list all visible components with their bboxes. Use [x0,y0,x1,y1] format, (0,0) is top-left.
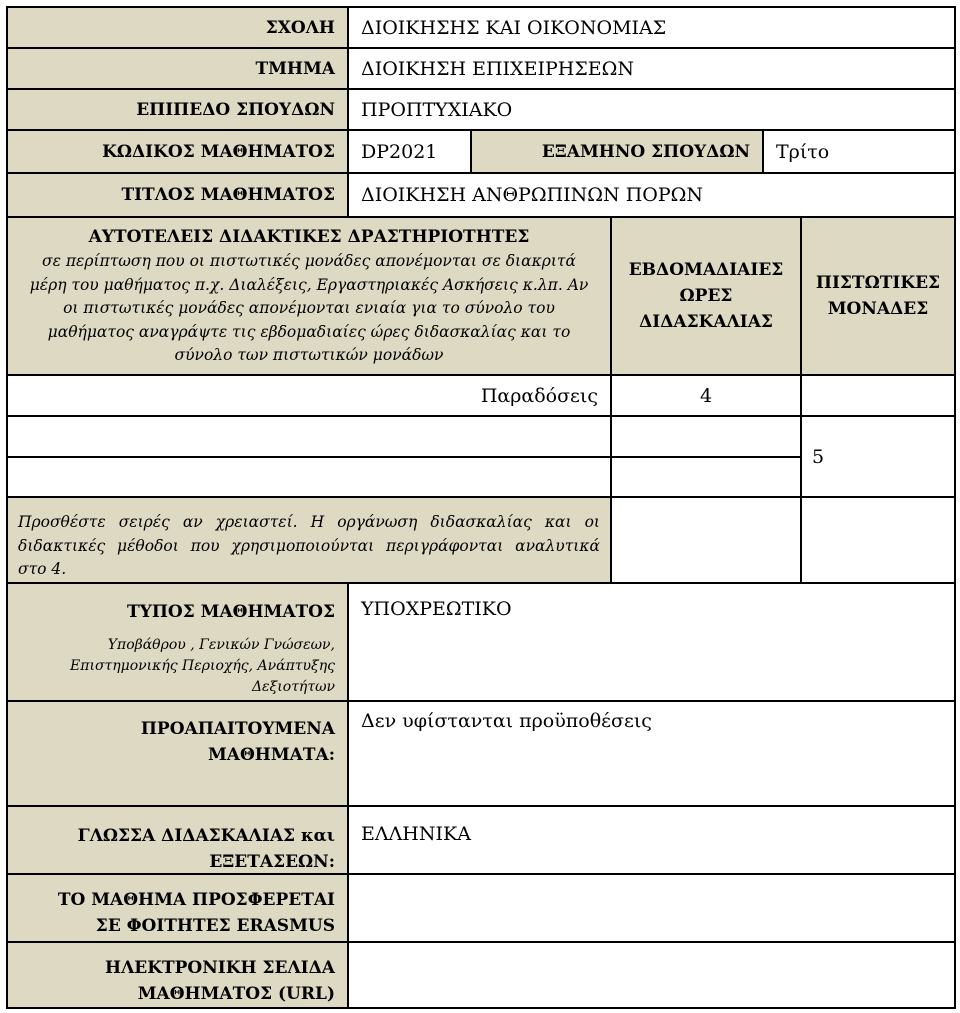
note-hours-cell [610,496,802,584]
credits-header-line-2: ΜΟΝΑΔΕΣ [827,299,929,319]
note-line-2: διδακτικές μέθοδοι που χρησιμοποιούνται περιγράφονται αναλυτικά [18,536,600,555]
semester-value [762,129,956,174]
department-label [6,47,349,90]
prerequisites-label [6,700,349,807]
erasmus-value [347,873,956,943]
prerequisites-value-text: Δεν υφίστανται προϋποθέσεις [361,710,652,732]
course-type-value-text: ΥΠΟΧΡΕΩΤΙΚΟ [361,598,512,620]
level-label-text: ΕΠΙΠΕΔΟ ΣΠΟΥΔΩΝ [136,99,335,120]
department-value [347,47,956,90]
school-label [6,6,349,49]
weekly-hours-header [610,216,802,376]
title-label-text: ΤΙΤΛΟΣ ΜΑΘΗΜΑΤΟΣ [121,185,335,205]
activities-heading: ΑΥΤΟΤΕΛΕΙΣ ΔΙΔΑΚΤΙΚΕΣ ΔΡΑΣΤΗΡΙΟΤΗΤΕΣ [88,227,530,248]
department-value-text: ΔΙΟΙΚΗΣΗ ΕΠΙΧΕΙΡΗΣΕΩΝ [361,57,634,80]
activities-header [6,216,612,376]
semester-label [470,129,764,174]
school-label-text: ΣΧΟΛΗ [265,17,335,38]
hours-header-line-3: ΔΙΔΑΣΚΑΛΙΑΣ [639,312,773,332]
activity-row-2-hours [610,415,802,458]
credits-header [800,216,956,376]
level-value [347,88,956,131]
note-line-3: στο 4. [18,560,67,578]
activities-note [6,496,612,584]
desc-line-4: μαθήματος αναγράψτε τις εβδομαδιαίες ώρες διδασκαλίας και το [47,322,571,341]
hours-header-line-1: ΕΒΔΟΜΑΔΙΑΙΕΣ [628,260,784,280]
course-type-label-text: ΤΥΠΟΣ ΜΑΘΗΜΑΤΟΣ [127,602,335,622]
total-credits [800,415,956,498]
activity-row-1-hours-text: 4 [699,384,713,407]
prerequisites-value [347,700,956,807]
course-type-value [347,582,956,702]
code-value-text: DP2021 [361,140,438,163]
desc-line-2: μέρη του μαθήματος π.χ. Διαλέξεις, Εργαστηριακές Ασκήσεις κ.λπ. Αν [29,275,589,294]
activity-row-3-hours [610,456,802,498]
code-value [347,129,472,174]
lang-label-line-2: ΕΞΕΤΑΣΕΩΝ: [209,852,335,872]
code-label-text: ΚΩΔΙΚΟΣ ΜΑΘΗΜΑΤΟΣ [102,141,335,162]
department-label-text: ΤΜΗΜΑ [255,58,335,79]
school-value-text: ΔΙΟΙΚΗΣΗΣ ΚΑΙ ΟΙΚΟΝΟΜΙΑΣ [361,16,667,39]
activity-row-1-name-text: Παραδόσεις [480,384,598,407]
desc-line-1: σε περίπτωση που οι πιστωτικές μονάδες απονέμονται σε διακριτά [42,252,576,271]
type-hint-line-2: Επιστημονικής Περιοχής, Ανάπτυξης [70,658,335,674]
erasmus-label-line-2: ΣΕ ΦΟΙΤΗΤΕΣ ERASMUS [95,916,335,936]
activities-description [30,250,589,368]
url-label-line-1: ΗΛΕΚΤΡΟΝΙΚΗ ΣΕΛΙΔΑ [105,958,335,978]
title-label [6,172,349,218]
semester-value-text: Τρίτο [776,140,830,163]
level-label [6,88,349,131]
language-label [6,805,349,875]
semester-label-text: ΕΞΑΜΗΝΟ ΣΠΟΥΔΩΝ [541,141,750,162]
type-hint-line-3: Δεξιοτήτων [251,679,335,695]
course-type-label [6,582,349,702]
erasmus-label-line-1: ΤΟ ΜΑΘΗΜΑ ΠΡΟΣΦΕΡΕΤΑΙ [57,890,335,910]
activity-row-1-credits [800,374,956,417]
course-type-hint [8,635,335,698]
prereq-label-line-1: ΠΡΟΑΠΑΙΤΟΥΜΕΝΑ [140,719,335,739]
note-credits-cell [800,496,956,584]
url-value [347,941,956,1009]
lang-label-line-1: ΓΛΩΣΣΑ ΔΙΔΑΣΚΑΛΙΑΣ και [77,826,335,846]
activity-row-1-name [6,374,612,417]
activity-row-2-name [6,415,612,458]
language-value-text: ΕΛΛΗΝΙΚΑ [361,823,471,845]
prereq-label-line-2: ΜΑΘΗΜΑΤΑ: [207,745,335,765]
activity-row-1-hours [610,374,802,417]
language-value [347,805,956,875]
total-credits-text: 5 [812,445,825,468]
url-label-line-2: ΜΑΘΗΜΑΤΟΣ (URL) [137,984,335,1004]
type-hint-line-1: Υποβάθρου , Γενικών Γνώσεων, [107,637,335,653]
code-label [6,129,349,174]
desc-line-5: σύνολο των πιστωτικών μονάδων [174,346,444,365]
activity-row-3-name [6,456,612,498]
credits-header-line-1: ΠΙΣΤΩΤΙΚΕΣ [815,273,941,293]
erasmus-label [6,873,349,943]
url-label [6,941,349,1009]
school-value [347,6,956,49]
title-value-text: ΔΙΟΙΚΗΣΗ ΑΝΘΡΩΠΙΝΩΝ ΠΟΡΩΝ [361,184,703,206]
hours-header-line-2: ΩΡΕΣ [679,286,733,306]
note-line-1: Προσθέστε σειρές αν χρειαστεί. Η οργάνωση διδασκαλίας και οι [18,513,600,531]
title-value [347,172,956,218]
level-value-text: ΠΡΟΠΤΥΧΙΑΚΟ [361,98,513,121]
desc-line-3: οι πιστωτικές μονάδες απονέμονται ενιαία για το σύνολο του [63,299,555,318]
